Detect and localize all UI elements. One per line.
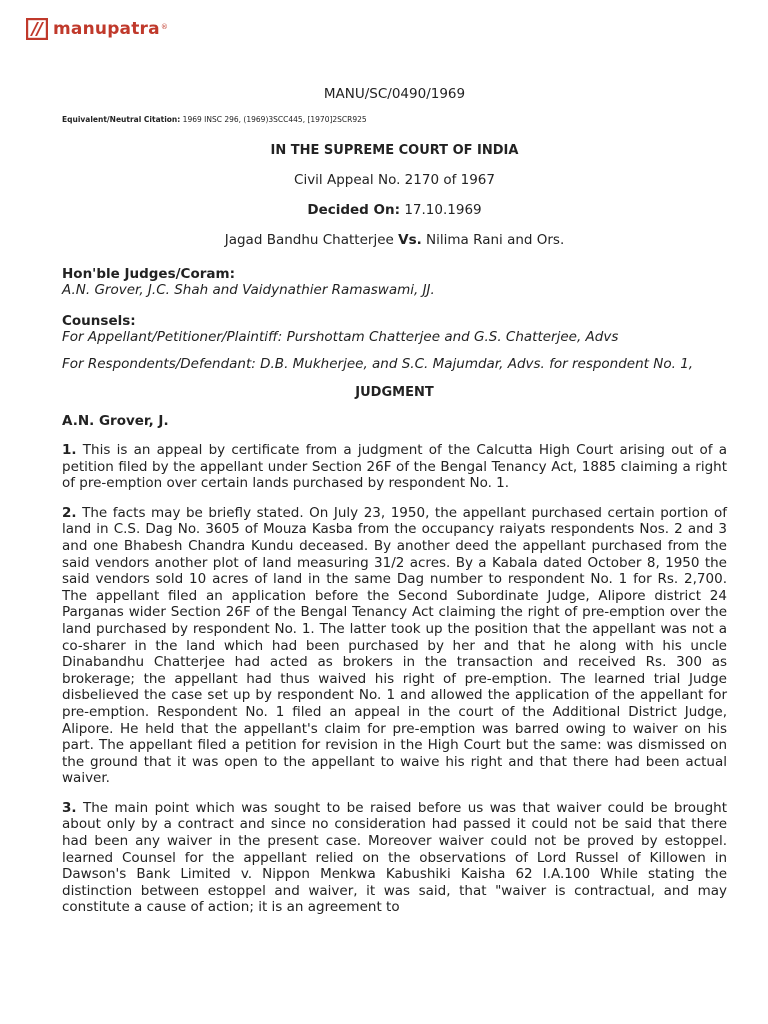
judgment-paragraph [62, 442, 727, 492]
equivalent-citation-value: 1969 INSC 296, (1969)3SCC445, [1970]2SCR925 [182, 115, 367, 124]
counsels-section [62, 313, 727, 373]
appellant-counsel: For Appellant/Petitioner/Plaintiff: Purshottam Chatterjee and G.S. Chatterjee, Advs [62, 329, 619, 345]
decided-on-label: Decided On: [307, 202, 401, 218]
case-parties [62, 232, 727, 248]
paragraph-text: This is an appeal by certificate from a judgment of the Calcutta High Court arising out of a petition filed by the appellant under Section 26F of the Bengal Tenancy Act, 1885 claiming a right of pre-emption over certain lands purchased by respondent No. 1. [62, 442, 727, 492]
case-number: Civil Appeal No. 2170 of 1967 [294, 172, 495, 188]
respondent-counsel: For Respondents/Defendant: D.B. Mukherjee, and S.C. Majumdar, Advs. for respondent No. 1, [62, 356, 694, 372]
respondent-name: Nilima Rani and Ors. [426, 232, 565, 248]
coram-label: Hon'ble Judges/Coram: [62, 266, 235, 282]
brand-name: manupatra [53, 19, 160, 39]
paragraph-number: 3. [62, 799, 77, 816]
decided-on-date: 17.10.1969 [404, 202, 482, 218]
paragraph-number: 2. [62, 504, 77, 521]
document-body [62, 86, 727, 929]
judgment-author: A.N. Grover, J. [62, 413, 169, 429]
judgment-paragraph [62, 800, 727, 916]
equivalent-citation-label: Equivalent/Neutral Citation: [62, 115, 181, 124]
appellant-name: Jagad Bandhu Chatterjee [224, 232, 394, 248]
paragraph-text: The main point which was sought to be raised before us was that waiver could be brought about only by a contract and since no consideration had passed it could not be said that there had been any waiver in the present case. Moreover waiver could not be proved by estoppel. learned Counsel for the appellant relied on the observations of Lord Russel of Killowen in Dawson's Bank Limited v. Nippon Menkwa Kabushiki Kaisha 62 I.A.100 While stating the distinction between estoppel and waiver, it was said, that "waiver is contractual, and may constitute a cause of action; it is an agreement to [62, 799, 727, 916]
counsels-label: Counsels: [62, 313, 136, 329]
judgment-title: JUDGMENT [355, 385, 434, 400]
coram-judges: A.N. Grover, J.C. Shah and Vaidynathier Ramaswami, JJ. [62, 282, 435, 298]
registered-mark: ® [160, 23, 168, 31]
manupatra-mark-icon [26, 18, 48, 40]
decided-on [62, 202, 727, 218]
judgment-paragraph [62, 505, 727, 787]
manupatra-logo [26, 18, 168, 40]
citation-id: MANU/SC/0490/1969 [323, 86, 466, 102]
coram-section [62, 266, 727, 299]
versus-label: Vs. [398, 232, 422, 248]
paragraph-text: The facts may be briefly stated. On July 23, 1950, the appellant purchased certain portion of land in C.S. Dag No. 3605 of Mouza Kasba from the occupancy raiyats respondents Nos. 2 and 3 and one Bhabesh Chandra Kundu deceased. By another deed the appellant purchased from the said vendors another plot of land measuring 31/2 acres. By a Kabala dated October 8, 1950 the said vendors sold 10 acres of land in the same Dag number to respondent No. 1 for Rs. 2,700. The appellant filed an application before the Second Subordinate Judge, Alipore district 24 Parganas wider Section 26F of the Bengal Tenancy Act claiming the right of pre-emption over the land purchased by respondent No. 1. The latter took up the position that the appellant was not a co-sharer in the land which had been purchased by her and that he along with his uncle Dinabandhu Chatterjee had acted as brokers in the transaction and received Rs. 300 as brokerage; the appellant had thus waived his right of pre-emption. The learned trial Judge disbelieved the case set up by respondent No. 1 and allowed the application of the appellant for pre-emption. Respondent No. 1 filed an appeal in the court of the Additional District Judge, Alipore. He held that the appellant's claim for pre-emption was barred owing to waiver on his part. The appellant filed a petition for revision in the High Court but the same: was dismissed on the ground that it was open to the appellant to waive his right and that there had been actual waiver. [62, 504, 728, 787]
court-name: IN THE SUPREME COURT OF INDIA [270, 143, 519, 158]
paragraph-number: 1. [62, 442, 77, 458]
equivalent-citation [62, 115, 727, 124]
